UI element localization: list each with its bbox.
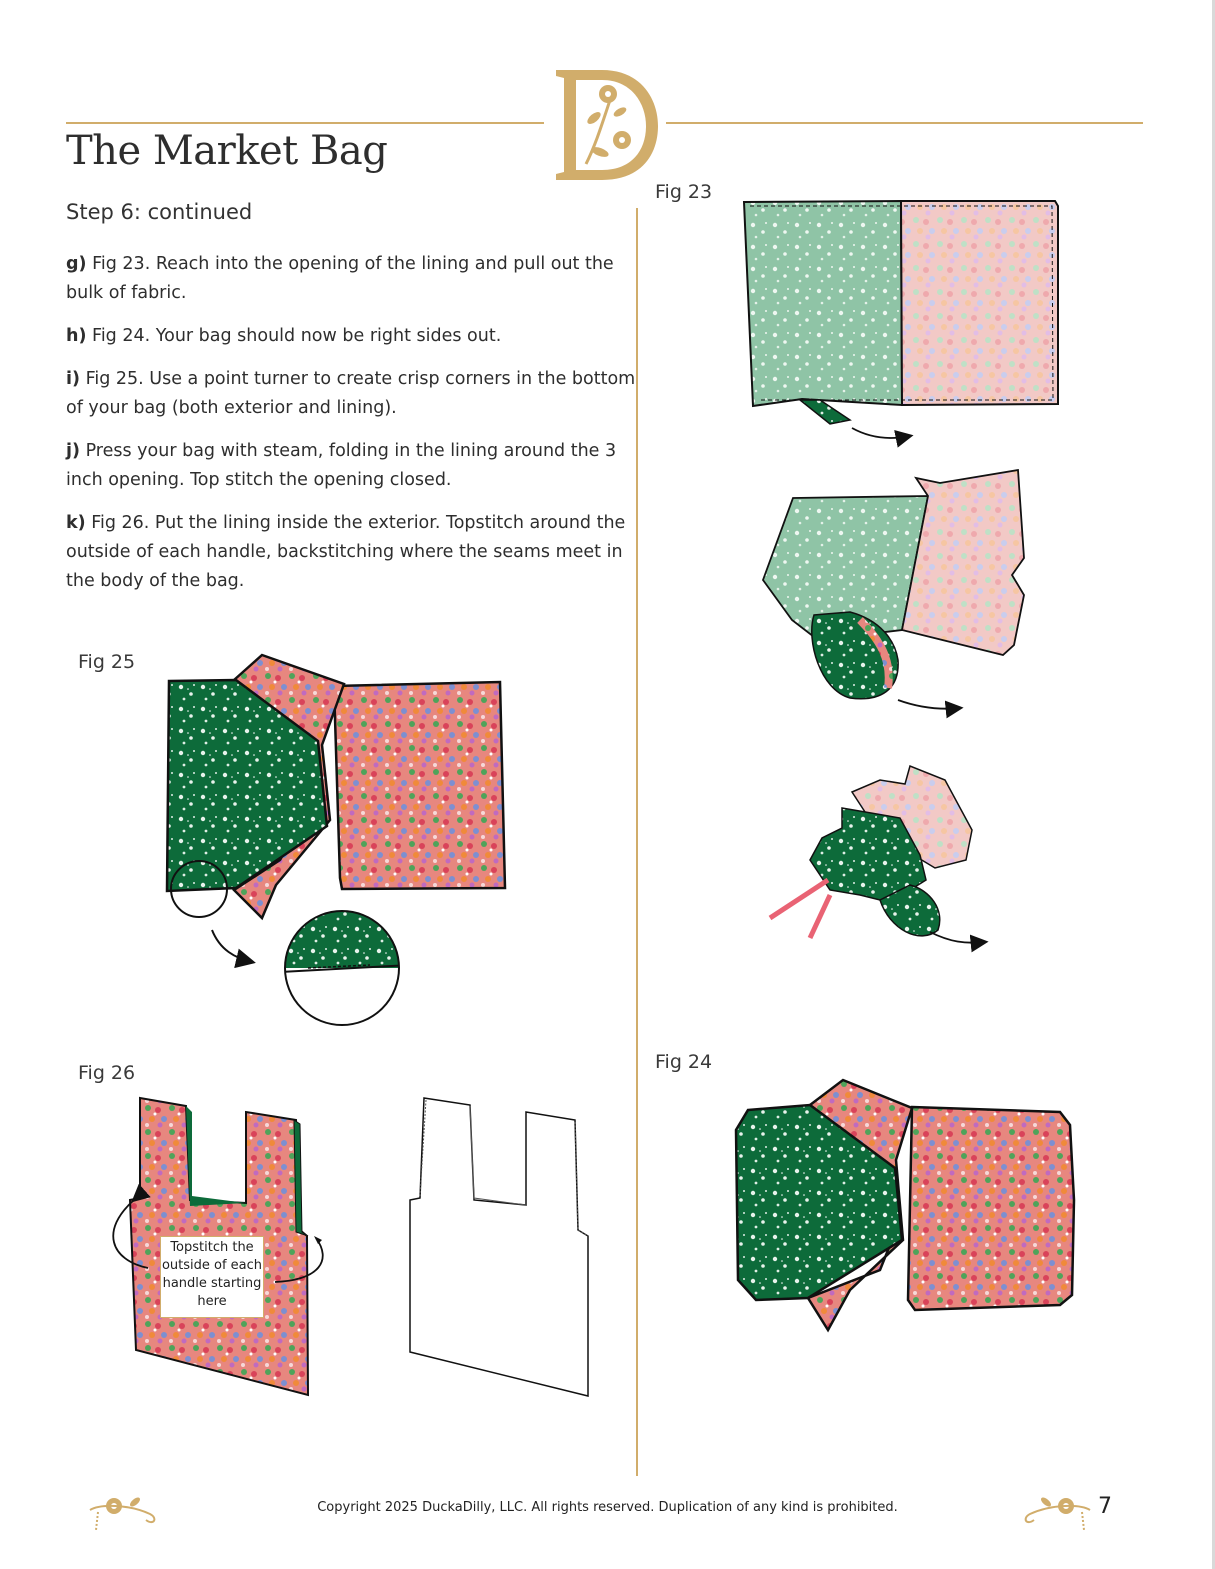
fig24-label: Fig 24 [655, 1051, 713, 1073]
page-number: 7 [1098, 1494, 1112, 1519]
topstitch-callout: Topstitch the outside of each handle starting here [160, 1236, 264, 1318]
instruction-text: Fig 24. Your bag should now be right sides out. [86, 326, 502, 346]
floral-ornament-right-icon [1016, 1490, 1098, 1532]
fig25-label: Fig 25 [78, 651, 136, 673]
copyright-notice: Copyright 2025 DuckaDilly, LLC. All rights reserved. Duplication of any kind is prohibited. [317, 1500, 898, 1515]
page-title: The Market Bag [66, 128, 388, 174]
instruction-letter: g) [66, 254, 87, 274]
fig23-label: Fig 23 [655, 181, 713, 203]
instruction-text: Fig 25. Use a point turner to create crisp corners in the bottom of your bag (both exterior and lining). [66, 369, 636, 418]
fig26-label: Fig 26 [78, 1062, 136, 1084]
instruction-text: Fig 26. Put the lining inside the exterior. Topstitch around the outside of each handle, backstitching where the seams meet in the body of the bag. [66, 513, 626, 591]
instruction-text: Press your bag with steam, folding in the lining around the 3 inch opening. Top stitch the opening closed. [66, 441, 617, 490]
instruction-letter: k) [66, 513, 86, 533]
instruction-letter: i) [66, 369, 80, 389]
instruction-text: Fig 23. Reach into the opening of the lining and pull out the bulk of fabric. [66, 254, 614, 303]
step-heading: Step 6: continued [66, 200, 253, 224]
instruction-letter: h) [66, 326, 87, 346]
instruction-letter: j) [66, 441, 80, 461]
